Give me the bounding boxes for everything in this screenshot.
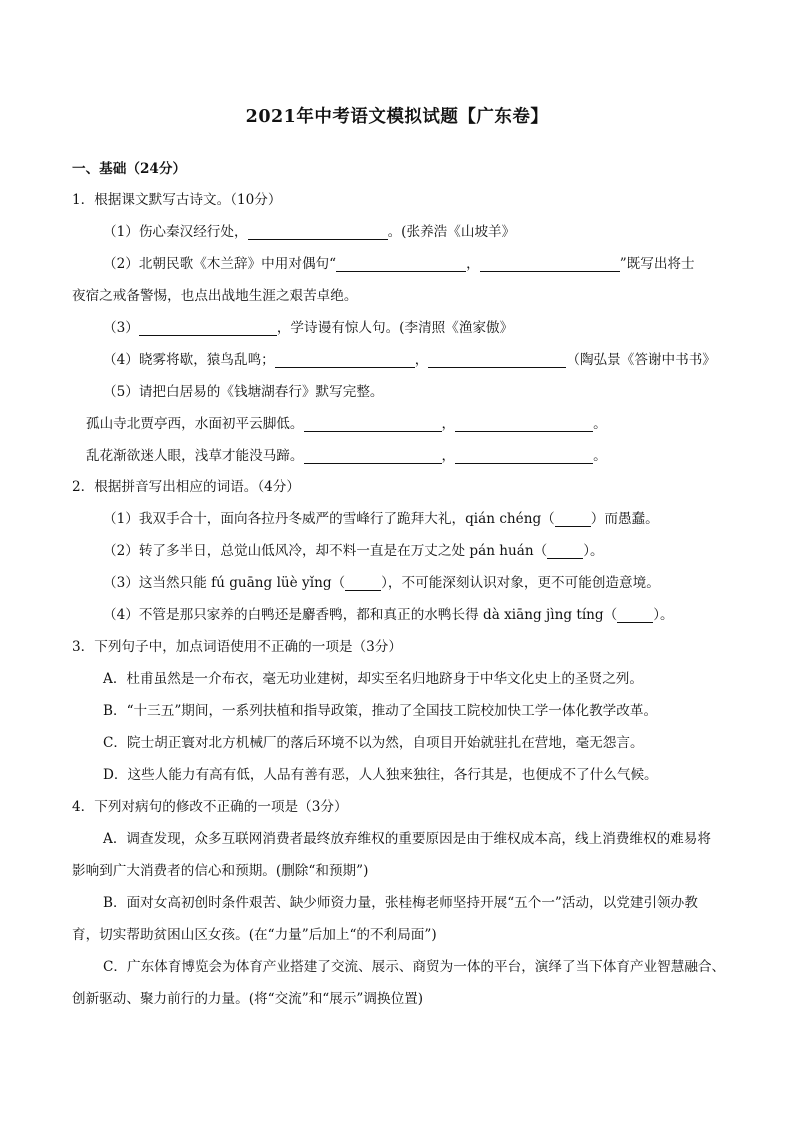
poem-line-2-mid: ， [441,448,456,464]
question-1-stem: 1．根据课文默写古诗文。（10分） [72,192,282,208]
answer-blank[interactable] [428,352,566,368]
page-title: 2021年中考语文模拟试题【广东卷】 [245,107,549,127]
q3-option-d[interactable]: D．这些人能力有高有低，人品有善有恶，人人独来独往，各行其是，也便成不了什么气候。 [103,767,658,783]
answer-blank[interactable] [304,416,442,432]
q1-item-4 [103,349,716,371]
answer-blank[interactable] [345,575,381,591]
q1-poem-line-1 [86,413,607,435]
answer-blank[interactable] [455,416,593,432]
q2-item-2-post: ）。 [583,543,604,559]
q4-option-c-continuation: 创新驱动、聚力前行的力量。(将“交流”和“展示”调换位置) [72,991,424,1007]
q2-item-4 [103,604,674,626]
answer-blank[interactable] [547,543,583,559]
q4-option-a[interactable]: A．调查发现，众多互联网消费者最终放弃维权的重要原因是由于维权成本高，线上消费维权的难易将 [103,831,711,847]
q1-item-2-mid: ， [466,256,480,272]
q4-option-b[interactable]: B．面对女高初创时条件艰苦、缺少师资力量，张桂梅老师坚持开展“五个一”活动，以党建引领办教 [103,895,698,911]
q1-item-3-pre: （3） [103,320,139,336]
q1-item-4-pre: （4）晓雾将歇，猿鸟乱鸣； [103,352,275,368]
q3-option-a[interactable]: A．杜甫虽然是一介布衣，毫无功业建树，却实至名归地跻身于中华文化史上的圣贤之列。 [103,671,643,687]
q4-option-c[interactable]: C．广东体育博览会为体育产业搭建了交流、展示、商贸为一体的平台，演绎了当下体育产业智慧融合、 [103,959,726,975]
q1-item-1 [103,221,515,243]
answer-blank[interactable] [455,448,593,464]
answer-blank[interactable] [617,607,653,623]
question-2-stem: 2．根据拼音写出相应的词语。（4分） [72,479,300,495]
answer-blank[interactable] [275,352,415,368]
q2-item-2-pre: （2）转了多半日，总觉山低风冷，却不料一直是在万丈之处 pán huán（ [103,543,548,559]
q1-item-5: （5）请把白居易的《钱塘湖春行》默写完整。 [103,384,384,400]
q2-item-2 [103,540,604,562]
q1-item-2-continuation: 夜宿之戒备警惕，也点出战地生涯之艰苦卓绝。 [72,288,358,304]
section-heading: 一、基础（24分） [72,161,187,177]
q2-item-1-pre: （1）我双手合十，面向各拉丹冬威严的雪峰行了跪拜大礼，qián chéng（ [103,511,555,527]
question-4-stem: 4．下列对病句的修改不正确的一项是（3分） [72,799,348,815]
q2-item-1-post: ）而愚蠢。 [590,511,659,527]
q2-item-3-post: ），不可能深刻认识对象，更不可能创造意境。 [381,575,660,591]
answer-blank[interactable] [480,256,620,272]
q2-item-4-post: ）。 [653,607,674,623]
poem-line-2-pre: 乱花渐欲迷人眼，浅草才能没马蹄。 [86,448,304,464]
q3-option-c[interactable]: C．院士胡正寰对北方机械厂的落后环境不以为然，自项目开始就驻扎在营地，毫无怨言。 [103,735,644,751]
q1-item-1-pre: （1）伤心秦汉经行处， [103,224,248,240]
q1-item-3 [103,317,513,339]
question-3-stem: 3．下列句子中，加点词语使用不正确的一项是（3分） [72,639,402,655]
q1-poem-line-2 [86,445,607,467]
q2-item-4-pre: （4）不管是那只家养的白鸭还是麝香鸭，都和真正的水鸭长得 dà xiāng jìng tíng（ [103,607,618,623]
answer-blank[interactable] [555,511,591,527]
answer-blank[interactable] [139,320,277,336]
q2-item-3 [103,572,660,594]
poem-line-2-post: 。 [593,448,607,464]
poem-line-1-mid: ， [441,416,456,432]
q1-item-4-post: （陶弘景《答谢中书书》 [566,352,716,368]
q1-item-3-post: ，学诗谩有惊人句。(李清照《渔家傲》 [276,320,514,336]
q1-item-2 [103,253,695,275]
poem-line-1-pre: 孤山寺北贾亭西，水面初平云脚低。 [86,416,304,432]
q2-item-1 [103,508,659,530]
q1-item-2-pre: （2）北朝民歌《木兰辞》中用对偶句“ [103,256,337,272]
q1-item-1-post: 。(张养浩《山坡羊》 [387,224,516,240]
q1-item-4-mid: ， [414,352,429,368]
q2-item-3-pre: （3）这当然只能 fú guāng lüè yǐng（ [103,575,346,591]
answer-blank[interactable] [336,256,466,272]
q4-option-b-continuation: 育，切实帮助贫困山区女孩。(在“力量”后加上“的不利局面”) [72,927,437,943]
poem-line-1-post: 。 [593,416,607,432]
q4-option-a-continuation: 影响到广大消费者的信心和预期。(删除“和预期”) [72,863,369,879]
q3-option-b[interactable]: B．“十三五”期间，一系列扶植和指导政策，推动了全国技工院校加快工学一体化教学改革。 [103,703,658,719]
answer-blank[interactable] [304,448,442,464]
q1-item-2-post: ”既写出将士 [619,256,695,272]
answer-blank[interactable] [248,224,388,240]
